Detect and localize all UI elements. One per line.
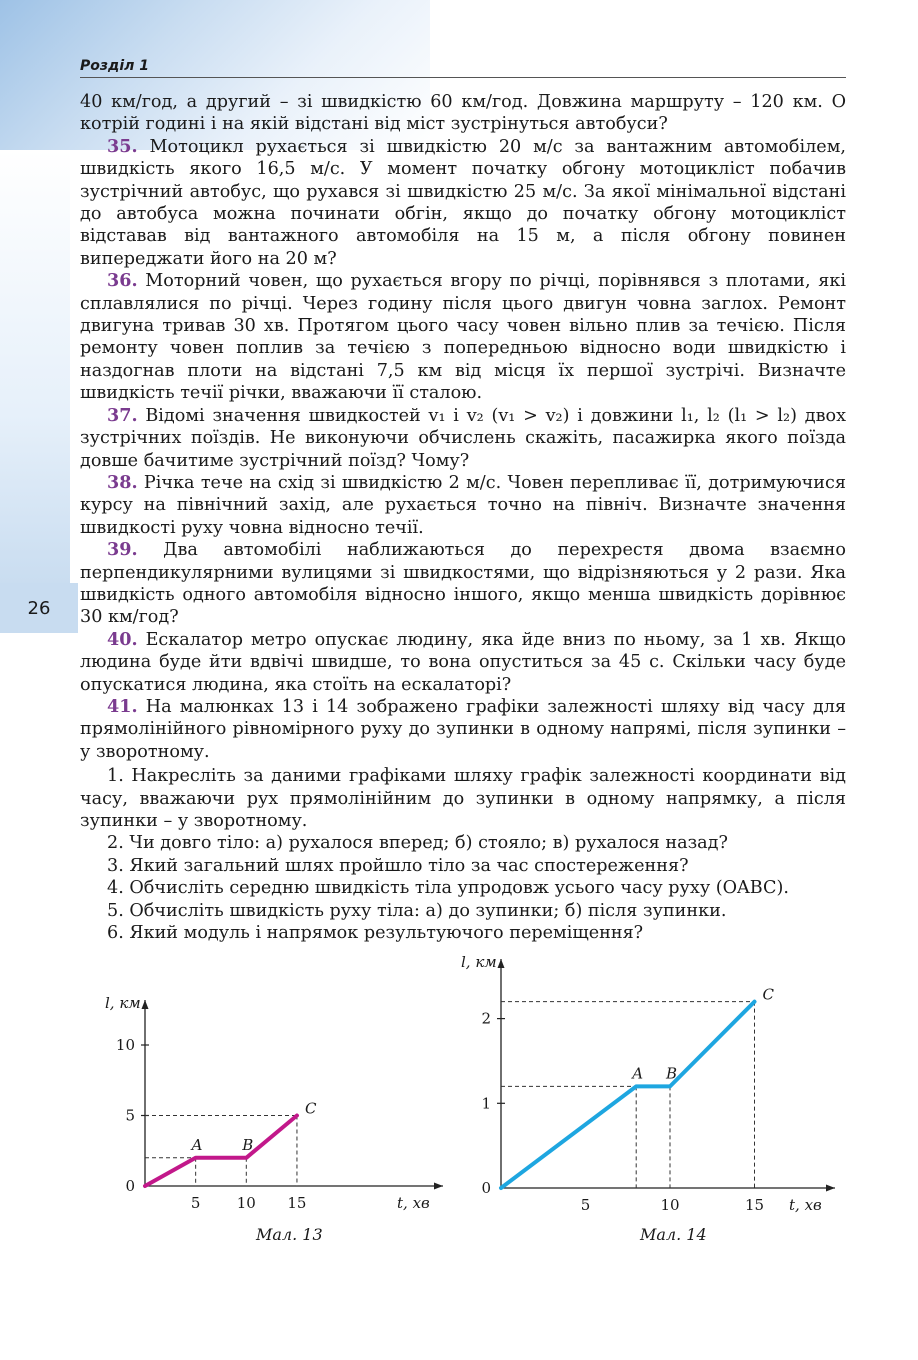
x-axis-label: t, хв xyxy=(397,1194,430,1212)
y-tick-label: 2 xyxy=(481,1009,491,1028)
y-tick-label: 5 xyxy=(125,1106,135,1125)
y-tick-label: 10 xyxy=(115,1036,135,1054)
x-axis-arrow xyxy=(434,1183,443,1190)
y-tick-label: 0 xyxy=(125,1177,135,1195)
y-axis-arrow xyxy=(498,959,505,968)
x-tick-label: 10 xyxy=(236,1194,256,1212)
problem-number: 41. xyxy=(107,695,138,717)
problem-text: 40 км/год, а другий – зі швидкістю 60 км/год. Довжина маршруту – 120 км. О котрій годині і на якій відстані від міст зустрінуться автобуси? xyxy=(80,92,846,135)
point-label-c: C xyxy=(762,985,774,1004)
point-label-c: C xyxy=(304,1099,317,1118)
x-tick-label: 10 xyxy=(660,1196,680,1214)
problem-text: Два автомобілі наближаються до перехрестя двома взаємно перпендикулярними вулицями зі швидкостями, що відрізняються у 2 рази. Яка швидкість одного автомобіля відносно іншого, якщо менша швидкість дорівнює 30 км/год? xyxy=(80,540,846,628)
y-axis-label: l, км xyxy=(461,955,497,971)
paragraph xyxy=(80,539,846,629)
subitem: 5. Обчисліть швидкість руху тіла: а) до зупинки; б) після зупинки. xyxy=(107,900,727,921)
point-label-a: A xyxy=(191,1135,203,1154)
problem-text: Моторний човен, що рухається вгору по річці, порівнявся з плотами, які сплавлялися по річці. Через годину після цього двигун човна заглох. Ремонт двигуна тривав 30 хв. Протягом цього часу човен вільно плив за течією. Після ремонту човен поплив за течією з попередньою відносно води швидкістю і наздогнав плоти на відстані 7,5 км від місця їх першої зустрічі. Визначте швидкість течії річки, вважаючи її сталою. xyxy=(80,271,846,404)
paragraph xyxy=(80,136,846,270)
point-label-a: A xyxy=(632,1064,644,1083)
series-line xyxy=(501,1002,755,1188)
point-label-b: B xyxy=(666,1064,678,1083)
paragraph xyxy=(80,270,846,404)
figure-13-caption: Мал. 13 xyxy=(256,1225,323,1244)
problem-text: Відомі значення швидкостей v₁ і v₂ (v₁ > v₂) і довжини l₁, l₂ (l₁ > l₂) двох зустрічних поїздів. Не виконуючи обчислень скажіть, пасажирка якого поїзда довше бачитиме зустрічний поїзд? Чому? xyxy=(80,405,846,471)
figure-13-chart xyxy=(100,995,460,1215)
x-tick-label: 5 xyxy=(190,1194,201,1212)
paragraph xyxy=(80,91,846,136)
subitem: 1. Накресліть за даними графіками шляху графік залежності координати від часу, вважаючи рух прямолінійним до зупинки в одному напрямку, а після зупинки – у зворотному. xyxy=(80,766,846,831)
subitem: 3. Який загальний шлях пройшло тіло за час спостереження? xyxy=(107,855,689,876)
paragraph xyxy=(80,629,846,696)
x-axis-arrow xyxy=(826,1185,835,1192)
problem-text: Річка тече на схід зі швидкістю 2 м/с. Човен перепливає її, дотримуючися курсу на північний захід, але рухається точно на північ. Визначте значення швидкості руху човна відносно течії. xyxy=(80,472,846,538)
x-axis-label: t, хв xyxy=(789,1196,822,1214)
subitem: 2. Чи довго тіло: а) рухалося вперед; б) стояло; в) рухалося назад? xyxy=(107,833,728,854)
paragraph xyxy=(80,405,846,472)
section-header: Розділ 1 xyxy=(80,58,846,78)
problem-text: Ескалатор метро опускає людину, яка йде вниз по ньому, за 1 хв. Якщо людина буде йти вдвічі швидше, то вона опуститься за 45 с. Скільки часу буде опускатися людина, яка стоїть на ескалаторі? xyxy=(80,629,846,695)
figure-14-caption: Мал. 14 xyxy=(640,1225,707,1244)
paragraph xyxy=(80,696,846,763)
x-tick-label: 15 xyxy=(287,1194,307,1212)
problems-text xyxy=(80,91,846,944)
problem-number: 37. xyxy=(107,404,138,426)
paragraph xyxy=(80,472,846,539)
y-tick-label: 1 xyxy=(481,1094,491,1113)
x-tick-label: 15 xyxy=(744,1196,765,1214)
point-label-b: B xyxy=(242,1135,254,1154)
problem-number: 36. xyxy=(107,270,138,292)
x-tick-label: 5 xyxy=(580,1196,591,1214)
problem-number: 38. xyxy=(107,471,138,493)
series-line xyxy=(145,1116,297,1187)
y-axis-label: l, км xyxy=(105,995,141,1012)
problem-number: 39. xyxy=(107,539,138,561)
y-tick-label: 0 xyxy=(481,1179,491,1197)
problem-text: На малюнках 13 і 14 зображено графіки залежності шляху від часу для прямолінійного рівномірного руху до зупинки в одному напрямі, після зупинки – у зворотному. xyxy=(80,696,846,762)
subitem: 4. Обчисліть середню швидкість тіла упродовж усього часу руху (OABC). xyxy=(107,878,789,899)
problem-text: Мотоцикл рухається зі швидкістю 20 м/с за вантажним автомобілем, швидкість якого 16,5 м/с. У момент початку обгону мотоцикліст побачив зустрічний автобус, що рухався зі швидкістю 25 м/с. За якої мінімальної відстані до автобуса можна починати обгін, якщо до початку обгону мотоцикліст відставав від вантажного автомобіля на 15 м, а після обгону повинен випереджати його на 20 м? xyxy=(80,136,846,269)
figure-14-chart xyxy=(445,955,865,1217)
y-axis-arrow xyxy=(142,1000,149,1009)
page-number: 26 xyxy=(0,583,78,633)
side-strip xyxy=(0,150,70,590)
subitem: 6. Який модуль і напрямок результуючого переміщення? xyxy=(107,923,644,944)
problem-number: 35. xyxy=(107,135,138,157)
problem-number: 40. xyxy=(107,628,138,650)
